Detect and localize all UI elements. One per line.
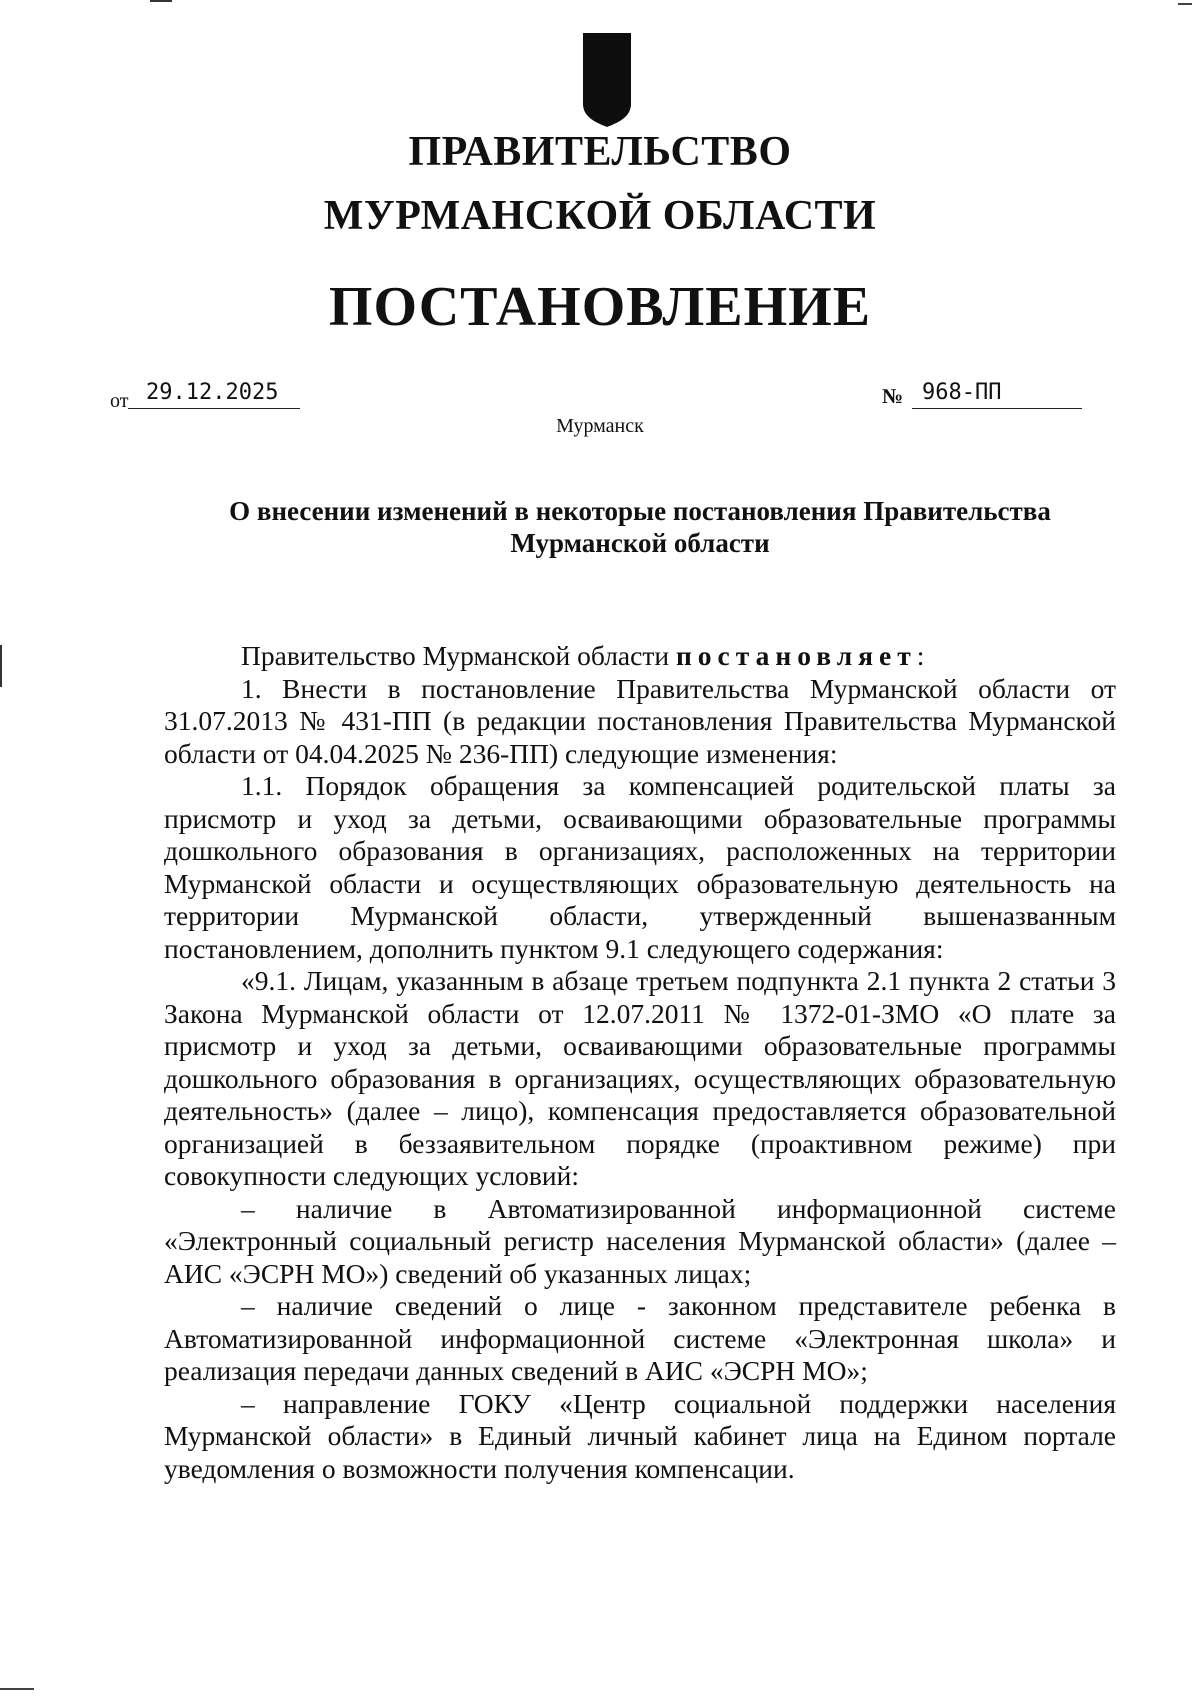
paragraph-9-1: «9.1. Лицам, указанным в абзаце третьем подпункта 2.1 пункта 2 статьи 3 Закона Мурманской области от 12.07.2011 № 1372-01-ЗМО «О плате за присмотр и уход за детьми, осваивающими образовательные программы дошкольного образования в организациях, осуществляющих образовательную деятельность» (далее – лицо), компенсация предоставляется образовательной организацией в беззаявительном порядке (проактивном режиме) при совокупности следующих условий:: [164, 965, 1116, 1191]
scan-artifact-bottom: [0, 1688, 34, 1690]
subject-line1: О внесении изменений в некоторые постановления Правительства: [229, 496, 1051, 526]
subject-line2: Мурманской области: [510, 528, 770, 558]
scan-artifact-right: [1178, 3, 1192, 5]
paragraph-1: 1. Внести в постановление Правительства Мурманской области от 31.07.2013 № 431-ПП (в редакции постановления Правительства Мурманской области от 04.04.2025 № 236-ПП) следующие изменения:: [164, 672, 1116, 769]
intro-text: Правительство Мурманской области: [241, 640, 676, 671]
intro-paragraph: [164, 640, 1116, 673]
scan-artifact-left: [0, 645, 2, 687]
document-subject: [200, 495, 1080, 559]
city-name: Мурманск: [556, 415, 644, 437]
paragraph-1-1: 1.1. Порядок обращения за компенсацией родительской платы за присмотр и уход за детьми, осваивающими образовательные программы дошкольного образования в организациях, расположенных на территории Мурманской области и осуществляющих образовательную деятельность на территории Мурманской области, утвержденный вышеназванным постановлением, дополнить пунктом 9.1 следующего содержания:: [164, 770, 1116, 964]
intro-end: :: [916, 640, 925, 671]
condition-item-2: – наличие сведений о лице - законном представителе ребенка в Автоматизированной информационной системе «Электронная школа» и реализация передачи данных сведений в АИС «ЭСРН МО»;: [164, 1290, 1116, 1386]
document-number: 968-ПП: [912, 378, 1082, 409]
condition-item-1: – наличие в Автоматизированной информационной системе «Электронный социальный регистр населения Мурманской области» (далее – АИС «ЭСРН МО») сведений об указанных лицах;: [164, 1192, 1116, 1289]
resolution-verb: постановляет: [675, 640, 917, 671]
number-sign: №: [882, 384, 904, 408]
document-type-title: ПОСТАНОВЛЕНИЕ: [328, 276, 872, 338]
scan-artifact-top: [150, 0, 172, 2]
document-body: [164, 640, 1116, 1485]
condition-item-3: – направление ГОКУ «Центр социальной поддержки населения Мурманской области» в Единый личный кабинет лица на Едином портале уведомления о возможности получения компенсации.: [164, 1387, 1116, 1484]
date-prefix: от: [110, 390, 129, 412]
organization-name-line1: ПРАВИТЕЛЬСТВО: [408, 129, 792, 175]
date-number-row: [0, 378, 1200, 418]
coat-of-arms-emblem: [582, 32, 632, 128]
document-date: 29.12.2025: [128, 378, 300, 409]
organization-name-line2: МУРМАНСКОЙ ОБЛАСТИ: [323, 193, 877, 239]
